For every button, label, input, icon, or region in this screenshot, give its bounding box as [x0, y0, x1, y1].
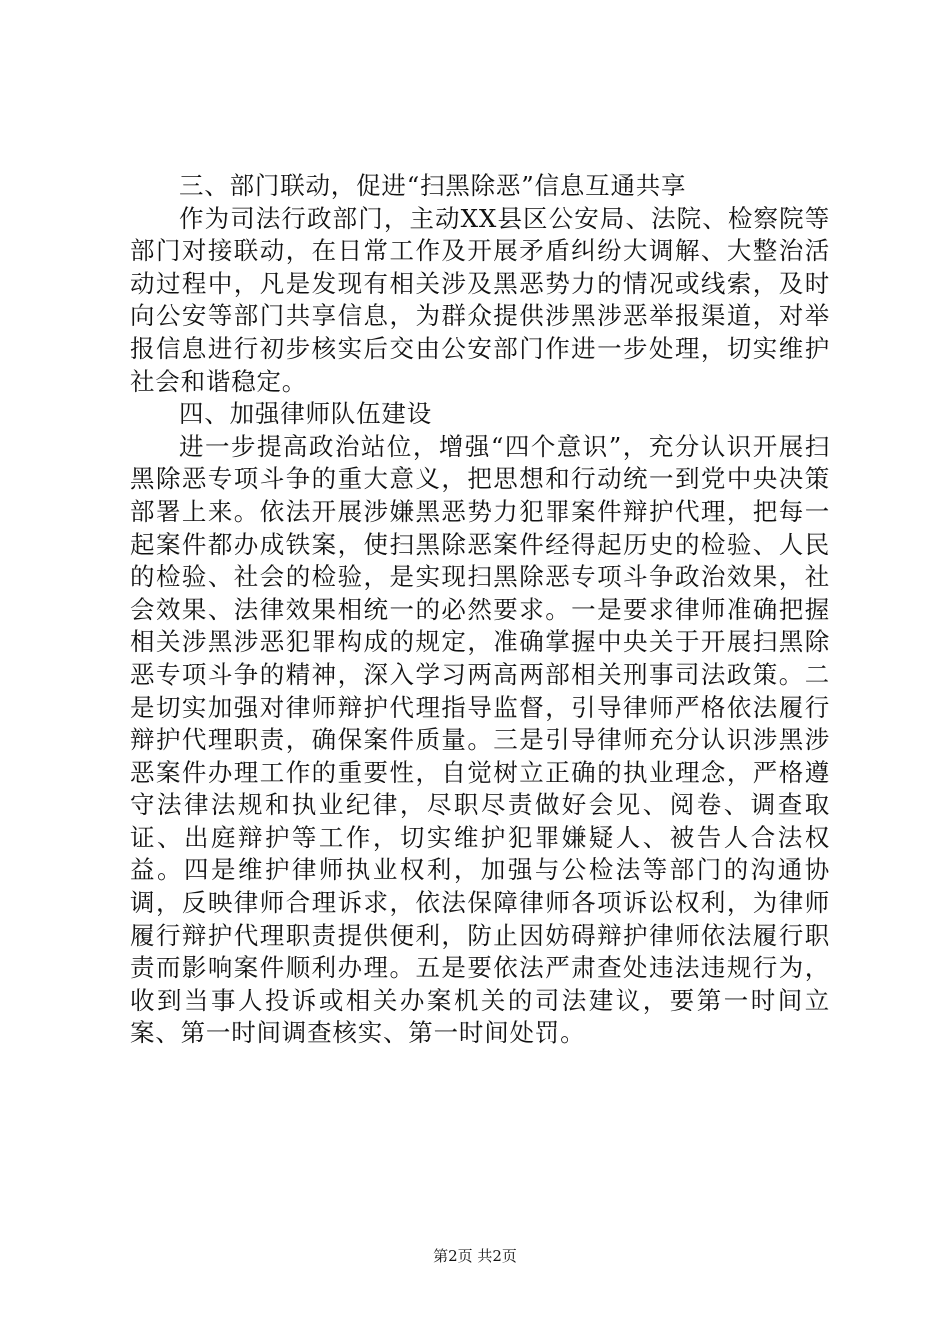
page-number-footer: 第2页 共2页 — [433, 1247, 517, 1265]
section-paragraph-4: 进一步提高政治站位，增强“四个意识”，充分认识开展扫黑除恶专项斗争的重大意义，把思想和行动统一到党中央决策部署上来。依法开展涉嫌黑恶势力犯罪案件辩护代理，把每一起案件都办成铁案，使扫黑除恶案件经得起历史的检验、人民的检验、社会的检验，是实现扫黑除恶专项斗争政治效果，社会效果、法律效果相统一的必然要求。一是要求律师准确把握相关涉黑涉恶犯罪构成的规定，准确掌握中央关于开展扫黑除恶专项斗争的精神，深入学习两高两部相关刑事司法政策。二是切实加强对律师辩护代理指导监督，引导律师严格依法履行辩护代理职责，确保案件质量。三是引导律师充分认识涉黑涉恶案件办理工作的重要性，自觉树立正确的执业理念，严格遵守法律法规和执业纪律，尽职尽责做好会见、阅卷、调查取证、出庭辩护等工作，切实维护犯罪嫌疑人、被告人合法权益。四是维护律师执业权利，加强与公检法等部门的沟通协调，反映律师合理诉求，依法保障律师各项诉讼权利，为律师履行辩护代理职责提供便利，防止因妨碍辩护律师依法履行职责而影响案件顺利办理。五是要依法严肃查处违法违规行为，收到当事人投诉或相关办案机关的司法建议，要第一时间立案、第一时间调查核实、第一时间处罚。 — [130, 431, 830, 1048]
document-body — [130, 170, 830, 1050]
section-paragraph-3: 作为司法行政部门，主动XX县区公安局、法院、检察院等部门对接联动，在日常工作及开展矛盾纠纷大调解、大整治活动过程中，凡是发现有相关涉及黑恶势力的情况或线索，及时向公安等部门共享信息，为群众提供涉黑涉恶举报渠道，对举报信息进行初步核实后交由公安部门作进一步处理，切实维护社会和谐稳定。 — [130, 203, 830, 396]
section-heading-4: 四、加强律师队伍建设 — [179, 399, 432, 429]
section-heading-3: 三、部门联动，促进“扫黑除恶”信息互通共享 — [179, 171, 687, 200]
